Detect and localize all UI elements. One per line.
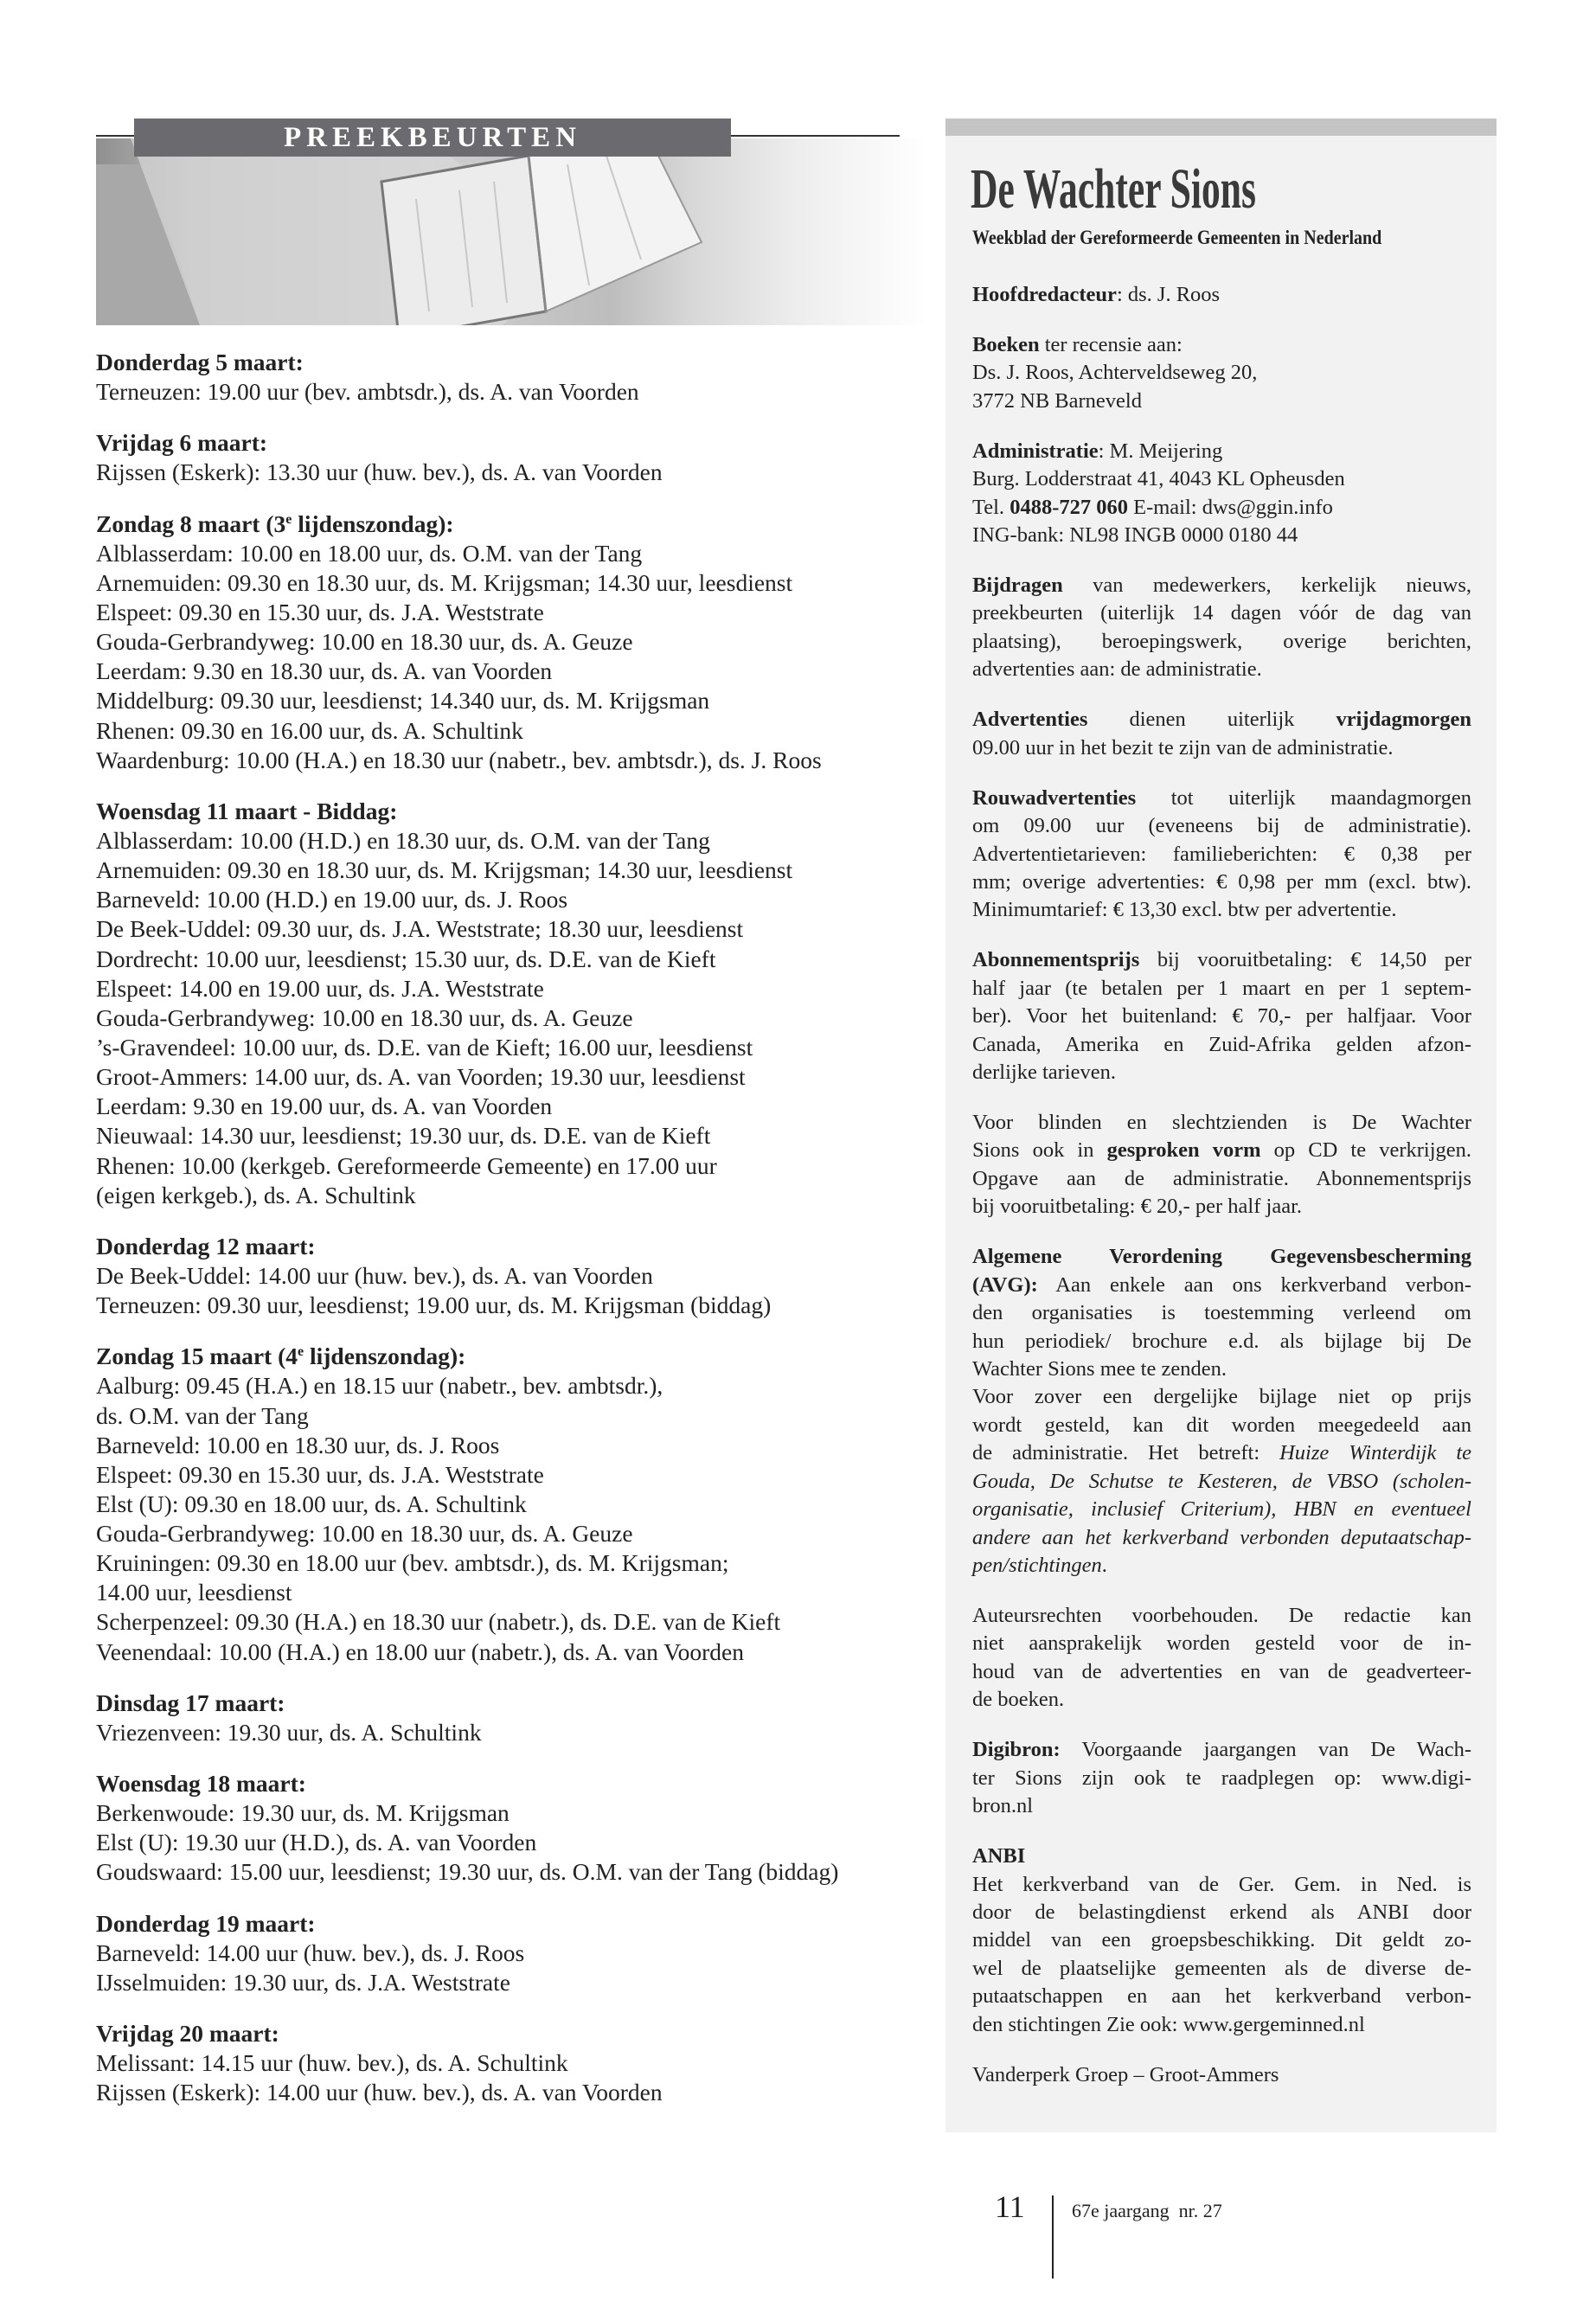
paragraph-line [972, 1356, 1471, 1383]
text: hun periodiek/ brochure e.d. als bijlage bij De [972, 1329, 1471, 1353]
text: door de belastingdienst erkend als ANBI door [972, 1900, 1471, 1924]
heading-text: Vrijdag 20 maart: [96, 2020, 279, 2048]
section-banner [134, 119, 731, 157]
paragraph-line [972, 1686, 1471, 1714]
heading-superscript: e [298, 1344, 304, 1360]
service-line: Rijssen (Eskerk): 14.00 uur (huw. bev.), ds. A. van Voorden [96, 2079, 663, 2106]
text: middel van een groepsbeschikking. Dit geldt zo- [972, 1928, 1471, 1952]
heading-text: Donderdag 12 maart: [96, 1232, 316, 1259]
text: putaatschappen en aan het kerkverband verbon- [972, 1984, 1471, 2009]
service-line: Gouda-Gerbrandyweg: 10.00 en 18.30 uur, ds. A. Geuze [96, 1520, 633, 1548]
italic-text: Gouda, De Schutse te Kesteren, de VBSO (scholen- [972, 1469, 1471, 1493]
service-line: Elspeet: 09.30 en 15.30 uur, ds. J.A. Weststrate [96, 1460, 544, 1488]
bible-photo [96, 138, 926, 325]
paragraph-line [972, 946, 1471, 974]
heading-text: Zondag 15 maart (4 [96, 1343, 298, 1370]
service-line: De Beek-Uddel: 09.30 uur, ds. J.A. Weststrate; 18.30 uur, leesdienst [96, 915, 744, 943]
heading-text: Donderdag 19 maart: [96, 1909, 316, 1937]
paragraph-line [972, 1983, 1471, 2010]
bold-text: (AVG): [972, 1272, 1038, 1297]
paragraph-line [972, 2061, 1471, 2089]
heading-text: Zondag 8 maart (3 [96, 510, 286, 537]
bold-text: Abonnementsprijs [972, 948, 1140, 972]
text: Voor zover een dergelijke bijlage niet op prijs [972, 1385, 1471, 1409]
colophon-paragraph [972, 785, 1471, 925]
service-line: Barneveld: 10.00 en 18.30 uur, ds. J. Roos [96, 1431, 500, 1458]
paragraph-line [972, 1003, 1471, 1030]
service-line: Elst (U): 09.30 en 18.00 uur, ds. A. Schultink [96, 1490, 527, 1517]
paragraph-line [972, 359, 1471, 387]
text: Auteursrechten voorbehouden. De redactie kan [972, 1604, 1471, 1627]
paragraph-line [972, 1955, 1471, 1983]
day-heading [96, 348, 926, 377]
text: bij vooruitbetaling: € 20,- per half jaar. [972, 1195, 1303, 1219]
text: op CD te verkrijgen. [1260, 1138, 1472, 1163]
bold-text: Digibron: [972, 1738, 1061, 1762]
paragraph-line [972, 1899, 1471, 1926]
text: ber). Voor het buitenland: € 70,- per halfjaar. Voor [972, 1004, 1471, 1029]
text: Vanderperk Groep – Groot-Ammers [972, 2062, 1279, 2086]
text: Opgave aan de administratie. Abonnementsprijs [972, 1166, 1471, 1190]
service-line: (eigen kerkgeb.), ds. A. Schultink [96, 1181, 416, 1208]
day-heading [96, 1769, 926, 1798]
heading-text: lijdenszondag): [304, 1343, 466, 1370]
paragraph-line [972, 868, 1471, 896]
bold-text: vrijdagmorgen [1336, 708, 1471, 732]
text: wordt gesteld, kan dit worden meegedeeld aan [972, 1413, 1471, 1437]
text: bron.nl [972, 1794, 1034, 1818]
paragraph-line [972, 1412, 1471, 1439]
text: om 09.00 uur (eveneens bij de administratie). [972, 814, 1471, 838]
text: ING-bank: NL98 INGB 0000 0180 44 [972, 523, 1298, 548]
service-line: Elspeet: 14.00 en 19.00 uur, ds. J.A. Weststrate [96, 974, 544, 1002]
paragraph-line [972, 1165, 1471, 1193]
service-line: Leerdam: 9.30 en 19.00 uur, ds. A. van Voorden [96, 1093, 553, 1120]
text: Voor blinden en slechtzienden is De Wachter [972, 1111, 1471, 1134]
service-line: Berkenwoude: 19.30 uur, ds. M. Krijgsman [96, 1799, 510, 1827]
colophon-paragraph [972, 572, 1471, 684]
text: plaatsing), beroepingswerk, overige berichten, [972, 629, 1471, 653]
heading-superscript: e [285, 511, 292, 527]
colophon-paragraph [972, 281, 1471, 309]
service-line: Rhenen: 10.00 (kerkgeb. Gereformeerde Gemeente) en 17.00 uur [96, 1151, 717, 1179]
panel-top-bar [945, 119, 1497, 136]
colophon-paragraph [972, 1383, 1471, 1580]
service-line: Gouda-Gerbrandyweg: 10.00 en 18.30 uur, ds. A. Geuze [96, 1003, 633, 1031]
schedule-day [96, 1232, 926, 1320]
schedule-day [96, 2019, 926, 2107]
bold-text: Bijdragen [972, 574, 1063, 597]
service-line: Waardenburg: 10.00 (H.A.) en 18.30 uur (nabetr., bev. ambtsdr.), ds. J. Roos [96, 746, 822, 773]
service-line: Barneveld: 14.00 uur (huw. bev.), ds. J. Roos [96, 1939, 525, 1966]
colophon-paragraph [972, 706, 1471, 762]
colophon-paragraph [972, 1243, 1471, 1383]
paragraph-line [972, 522, 1471, 549]
paragraph-line [972, 1843, 1471, 1870]
paragraph-line [972, 706, 1471, 734]
service-line: Aalburg: 09.45 (H.A.) en 18.15 uur (nabetr., bev. ambtsdr.), [96, 1372, 663, 1400]
text: derlijke tarieven. [972, 1061, 1116, 1085]
colophon-paragraph [972, 438, 1471, 550]
paragraph-line [972, 1926, 1471, 1954]
paragraph-line [972, 2011, 1471, 2039]
paragraph-line [972, 1496, 1471, 1523]
bold-text: Algemene Verordening Gegevensbescherming [972, 1245, 1471, 1269]
text: Wachter Sions mee te zenden. [972, 1357, 1227, 1381]
paragraph-line [972, 1871, 1471, 1899]
text: Tel. [972, 495, 1010, 519]
service-line: Arnemuiden: 09.30 en 18.30 uur, ds. M. Krijgsman; 14.30 uur, leesdienst [96, 856, 793, 884]
bold-text: Boeken [972, 332, 1040, 356]
schedule-day [96, 1909, 926, 1997]
service-line: ds. O.M. van der Tang [96, 1401, 309, 1429]
heading-text: Donderdag 5 maart: [96, 349, 304, 375]
bold-text: 0488-727 060 [1010, 495, 1128, 519]
paragraph-line [972, 734, 1471, 762]
day-heading [96, 1232, 926, 1261]
colophon-paragraph [972, 331, 1471, 415]
paragraph-line [972, 1272, 1471, 1299]
service-line: Rhenen: 09.30 en 16.00 uur, ds. A. Schultink [96, 716, 523, 744]
colophon-paragraph [972, 1109, 1471, 1221]
service-line: Terneuzen: 09.30 uur, leesdienst; 19.00 uur, ds. M. Krijgsman (biddag) [96, 1292, 772, 1319]
page-number: 11 [995, 2189, 1025, 2224]
italic-text: andere aan het kerkverband verbonden deputaatschap- [972, 1525, 1471, 1549]
day-heading [96, 1689, 926, 1718]
service-line: Alblasserdam: 10.00 en 18.00 uur, ds. O.M. van der Tang [96, 539, 643, 567]
text: niet aansprakelijk worden gesteld voor de in- [972, 1631, 1471, 1656]
paragraph-line [972, 1552, 1471, 1580]
paragraph-line [972, 1630, 1471, 1657]
paragraph-line [972, 1059, 1471, 1086]
bold-text: ANBI [972, 1844, 1026, 1868]
service-line: Kruiningen: 09.30 en 18.00 uur (bev. ambtsdr.), ds. M. Krijgsman; [96, 1549, 729, 1577]
text: . [1101, 1554, 1107, 1578]
service-line: Rijssen (Eskerk): 13.30 uur (huw. bev.), ds. A. van Voorden [96, 458, 663, 486]
service-line: Elspeet: 09.30 en 15.30 uur, ds. J.A. Weststrate [96, 598, 544, 625]
service-line: Arnemuiden: 09.30 en 18.30 uur, ds. M. Krijgsman; 14.30 uur, leesdienst [96, 568, 793, 596]
bold-text: Advertenties [972, 708, 1088, 732]
paragraph-line [972, 388, 1471, 415]
text: Ds. J. Roos, Achterveldseweg 20, [972, 361, 1258, 385]
heading-text: Woensdag 11 maart - Biddag: [96, 797, 398, 824]
day-heading [96, 797, 926, 826]
footer-divider [1052, 2195, 1054, 2279]
paragraph-line [972, 331, 1471, 359]
text: 3772 NB Barneveld [972, 388, 1142, 413]
heading-text: Vrijdag 6 maart: [96, 429, 268, 457]
schedule-day [96, 1769, 926, 1888]
paragraph-line [972, 1602, 1471, 1630]
preekbeurten-list [96, 348, 926, 2129]
text: Minimumtarief: € 13,30 excl. btw per advertentie. [972, 898, 1397, 922]
paragraph-line [972, 1383, 1471, 1411]
bold-text: gesproken vorm [1106, 1138, 1261, 1163]
paragraph-line [972, 494, 1471, 522]
service-line: Elst (U): 19.30 uur (H.D.), ds. A. van Voorden [96, 1829, 537, 1856]
paragraph-line [972, 1328, 1471, 1356]
paragraph-line [972, 812, 1471, 840]
text: Sions ook in [972, 1138, 1107, 1163]
service-line: Melissant: 14.15 uur (huw. bev.), ds. A. Schultink [96, 2049, 568, 2077]
paragraph-line [972, 599, 1471, 627]
text: half jaar (te betalen per 1 maart en per 1 septem- [972, 976, 1471, 1000]
paragraph-line [972, 1736, 1471, 1764]
day-heading [96, 1909, 926, 1939]
paragraph-line [972, 975, 1471, 1003]
text: E-mail: dws@ggin.info [1127, 495, 1333, 519]
paragraph-line [972, 1109, 1471, 1137]
service-line: Veenendaal: 10.00 (H.A.) en 18.00 uur (nabetr.), ds. A. van Voorden [96, 1638, 744, 1665]
colophon-paragraph [972, 1602, 1471, 1715]
masthead-subtitle: Weekblad der Gereformeerde Gemeenten in Nederland [972, 227, 1382, 248]
open-book-icon [96, 138, 926, 325]
text: houd van de advertenties en van de geadverteer- [972, 1659, 1471, 1683]
service-line: Dordrecht: 10.00 uur, leesdienst; 15.30 uur, ds. D.E. van de Kieft [96, 945, 716, 972]
paragraph-line [972, 281, 1471, 309]
schedule-day [96, 797, 926, 1210]
text: 09.00 uur in het bezit te zijn van de administratie. [972, 735, 1394, 760]
colophon-text [972, 281, 1471, 2112]
service-line: Barneveld: 10.00 (H.D.) en 19.00 uur, ds. J. Roos [96, 886, 568, 913]
text: advertenties aan: de administratie. [972, 657, 1262, 682]
paragraph-line [972, 1792, 1471, 1820]
paragraph-line [972, 1765, 1471, 1792]
heading-text: lijdenszondag): [292, 510, 454, 537]
day-heading [96, 428, 926, 458]
service-line: Vriezenveen: 19.30 uur, ds. A. Schultink [96, 1718, 482, 1746]
service-line: Scherpenzeel: 09.30 (H.A.) en 18.30 uur (nabetr.), ds. D.E. van de Kieft [96, 1608, 781, 1636]
paragraph-line [972, 572, 1471, 599]
paragraph-line [972, 1137, 1471, 1164]
colophon-paragraph [972, 2061, 1471, 2089]
text: den organisaties is toestemming verleend om [972, 1301, 1471, 1325]
text: Aan enkele aan ons kerkverband verbon- [1037, 1272, 1471, 1297]
text: : ds. J. Roos [1116, 283, 1221, 306]
bold-text: Rouwadvertenties [972, 785, 1137, 810]
text: Het kerkverband van de Ger. Gem. in Ned. is [972, 1872, 1471, 1896]
schedule-day [96, 510, 926, 775]
service-line: Terneuzen: 19.00 uur (bev. ambtsdr.), ds. A. van Voorden [96, 378, 639, 406]
text: den stichtingen Zie ook: www.gergeminned.nl [972, 2012, 1365, 2036]
service-line: Gouda-Gerbrandyweg: 10.00 en 18.30 uur, ds. A. Geuze [96, 628, 633, 656]
heading-text: Dinsdag 17 maart: [96, 1689, 285, 1716]
paragraph-line [972, 896, 1471, 924]
text: van medewerkers, kerkelijk nieuws, [1062, 574, 1471, 597]
paragraph-line [972, 656, 1471, 683]
text: Burg. Lodderstraat 41, 4043 KL Opheusden [972, 467, 1345, 491]
service-line: ’s-Gravendeel: 10.00 uur, ds. D.E. van de Kieft; 16.00 uur, leesdienst [96, 1033, 753, 1061]
paragraph-line [972, 465, 1471, 493]
service-line: De Beek-Uddel: 14.00 uur (huw. bev.), ds. A. van Voorden [96, 1261, 653, 1289]
text: : M. Meijering [1098, 439, 1223, 463]
bold-text: Hoofdredacteur [972, 283, 1117, 306]
text: wel de plaatselijke gemeenten als de diverse de- [972, 1956, 1471, 1980]
service-line: 14.00 uur, leesdienst [96, 1579, 292, 1606]
paragraph-line [972, 1468, 1471, 1496]
day-heading [96, 2019, 926, 2048]
text: tot uiterlijk maandagmorgen [1136, 785, 1471, 810]
schedule-day [96, 1342, 926, 1667]
text: bij vooruitbetaling: € 14,50 per [1139, 948, 1471, 972]
service-line: Middelburg: 09.30 uur, leesdienst; 14.340 uur, ds. M. Krijgsman [96, 687, 710, 715]
service-line: Nieuwaal: 14.30 uur, leesdienst; 19.30 uur, ds. D.E. van de Kieft [96, 1122, 711, 1150]
paragraph-line [972, 1524, 1471, 1552]
paragraph-line [972, 1243, 1471, 1271]
text: Canada, Amerika en Zuid-Afrika gelden afzon- [972, 1032, 1471, 1056]
italic-text: Huize Winterdijk te [1279, 1441, 1471, 1465]
service-line: Goudswaard: 15.00 uur, leesdienst; 19.30 uur, ds. O.M. van der Tang (biddag) [96, 1858, 839, 1886]
colophon-paragraph [972, 1736, 1471, 1820]
italic-text: organisatie, inclusief Criterium), HBN en eventueel [972, 1497, 1471, 1522]
heading-text: Woensdag 18 maart: [96, 1770, 306, 1798]
paragraph-line [972, 1031, 1471, 1059]
schedule-day [96, 348, 926, 407]
day-heading [96, 510, 926, 539]
service-line: Groot-Ammers: 14.00 uur, ds. A. van Voorden; 19.30 uur, leesdienst [96, 1063, 746, 1091]
section-title: PREEKBEURTEN [283, 122, 582, 153]
paragraph-line [972, 1299, 1471, 1327]
text: ter recensie aan: [1039, 332, 1183, 356]
text: dienen uiterlijk [1087, 708, 1336, 732]
italic-text: pen/stichtingen [972, 1554, 1102, 1578]
text: mm; overige advertenties: € 0,98 per mm (excl. btw). [972, 869, 1471, 894]
service-line: Leerdam: 9.30 en 18.30 uur, ds. A. van Voorden [96, 657, 553, 685]
colophon-paragraph [972, 946, 1471, 1086]
schedule-day [96, 428, 926, 487]
colophon-paragraph [972, 1843, 1471, 2039]
text: ter Sions zijn ook te raadplegen op: www.digi- [972, 1766, 1471, 1790]
service-line: Alblasserdam: 10.00 (H.D.) en 18.30 uur, ds. O.M. van der Tang [96, 826, 710, 854]
text: de administratie. Het betreft: [972, 1441, 1280, 1465]
text: Voorgaande jaargangen van De Wach- [1060, 1738, 1471, 1762]
paragraph-line [972, 1439, 1471, 1467]
service-line: IJsselmuiden: 19.30 uur, ds. J.A. Weststrate [96, 1968, 510, 1996]
text: de boeken. [972, 1688, 1065, 1712]
paragraph-line [972, 1658, 1471, 1686]
paragraph-line [972, 628, 1471, 656]
bold-text: Administratie [972, 439, 1099, 463]
text: Advertentietarieven: familieberichten: € 0,38 per [972, 842, 1471, 866]
text: preekbeurten (uiterlijk 14 dagen vóór de dag van [972, 601, 1471, 625]
masthead-title: De Wachter Sions [971, 157, 1256, 221]
day-heading [96, 1342, 926, 1371]
schedule-day [96, 1689, 926, 1747]
paragraph-line [972, 785, 1471, 812]
paragraph-line [972, 841, 1471, 868]
paragraph-line [972, 438, 1471, 465]
paragraph-line [972, 1193, 1471, 1221]
issue-info: 67e jaargang nr. 27 [1072, 2200, 1222, 2221]
